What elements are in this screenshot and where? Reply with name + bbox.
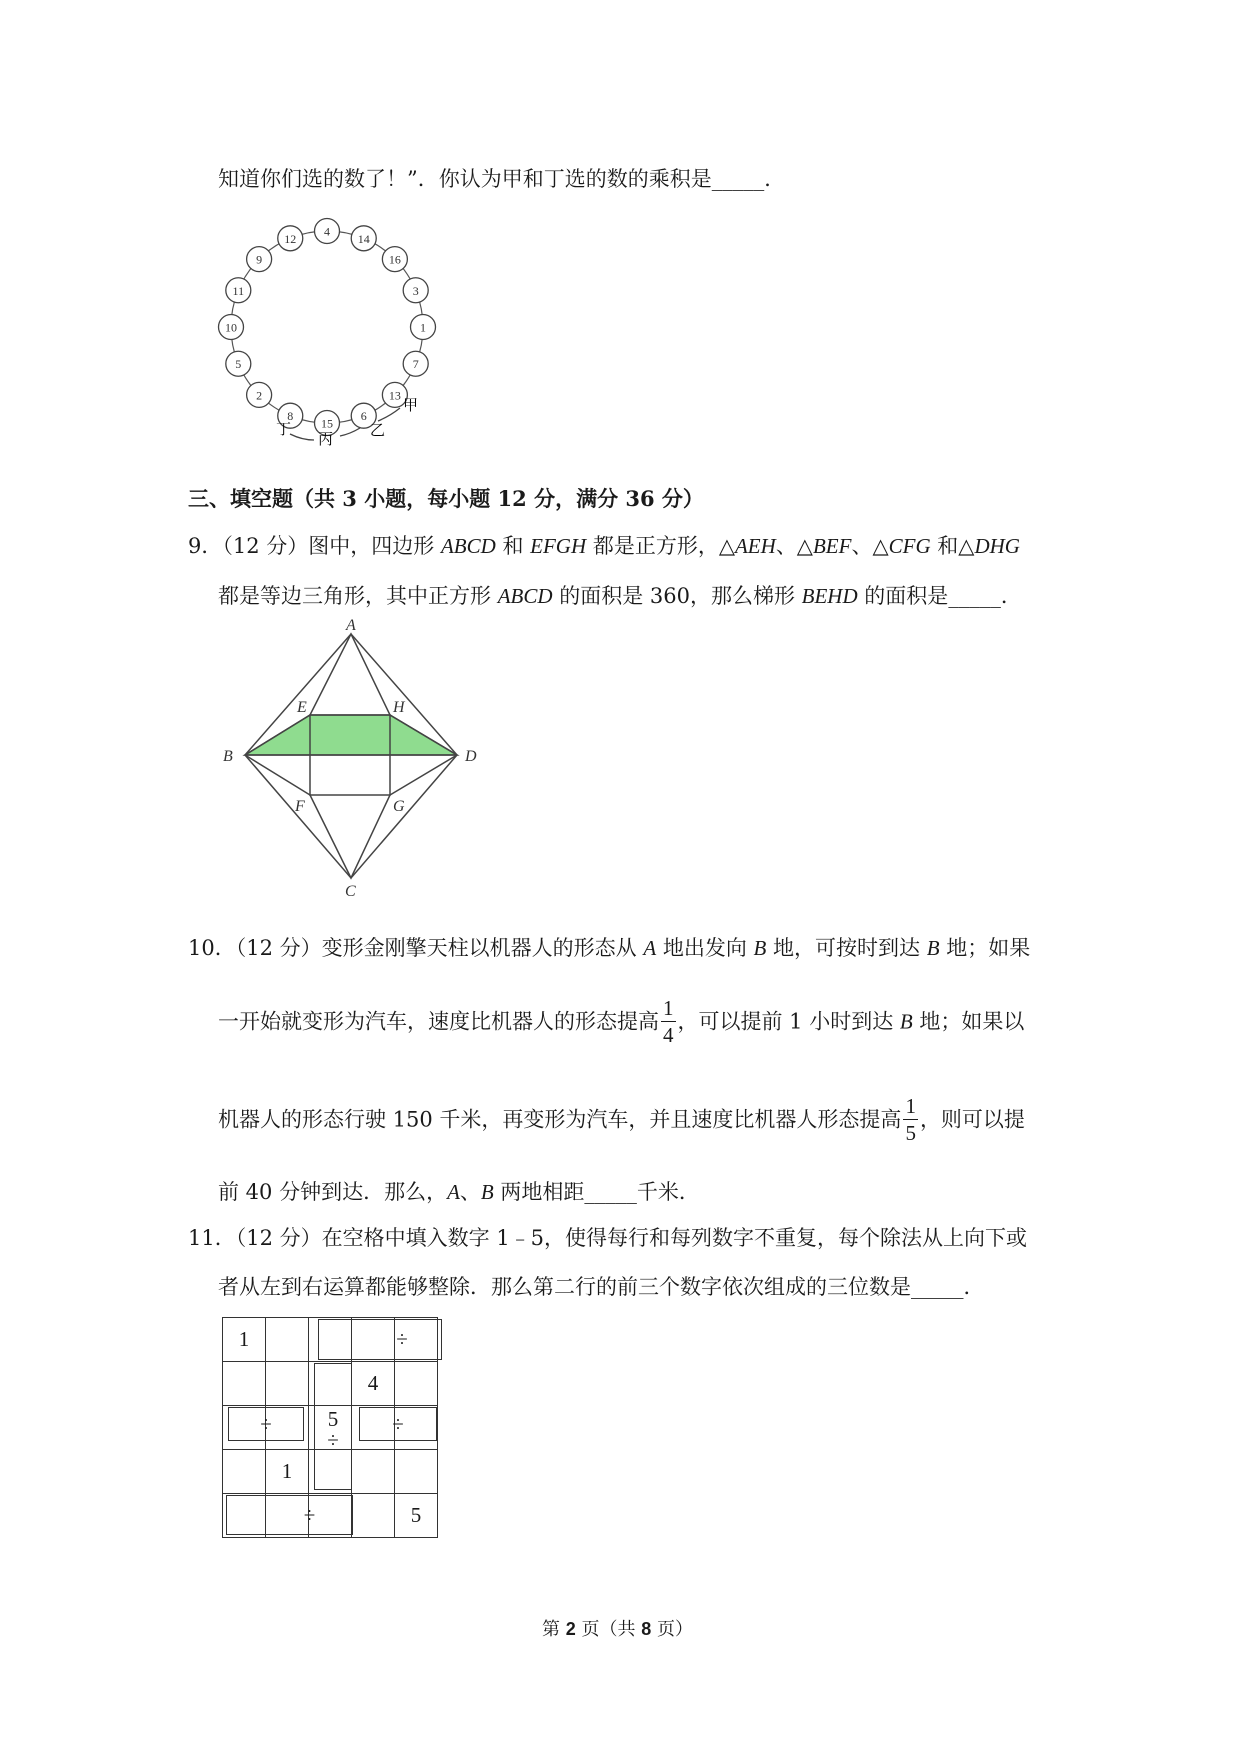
q9-text: 都是正方形，△ (586, 534, 735, 558)
footer-text: 页） (651, 1619, 693, 1640)
ring-bead-number: 16 (388, 252, 401, 267)
q9-text: 的面积是 360，那么梯形 (552, 584, 802, 608)
ring-bead-number: 5 (235, 357, 242, 372)
ring-bead-number: 14 (357, 231, 370, 246)
label-jia: 甲 (403, 398, 419, 414)
point-g: G (393, 798, 405, 815)
footer-total-pages: 8 (641, 1619, 652, 1639)
ring-bead-number: 9 (256, 252, 263, 267)
q10-line4 (218, 1176, 700, 1206)
q10-fraction-1 (661, 998, 676, 1046)
q10-a: A (447, 1180, 460, 1204)
div-box-r1-c3c4 (318, 1319, 442, 1360)
q10-text: 地，可按时到达 (766, 936, 927, 960)
point-h: H (393, 699, 405, 716)
div-box-r5-c1c3 (226, 1495, 353, 1535)
division-sign: ÷ (260, 1411, 272, 1436)
grid-cell[interactable] (266, 1318, 309, 1362)
section3-title: 三、填空题（共 3 小题，每小题 12 分，满分 36 分） (188, 486, 704, 511)
q10-b: B (480, 1180, 494, 1204)
q11-text: 在空格中填入数字 1﹣5，使得每行和每列数字不重复，每个除法从上向下或 (321, 1226, 1028, 1250)
grid-cell[interactable] (395, 1362, 438, 1406)
q10-score: （12 分） (235, 936, 322, 960)
label-bing: 丙 (318, 432, 334, 448)
q11-blank: _____ (911, 1275, 964, 1299)
ring-bead-number: 2 (256, 388, 263, 403)
q8-end: ． (764, 167, 786, 191)
q9-efgh: EFGH (530, 534, 587, 558)
grid-cell[interactable] (395, 1450, 438, 1494)
q9-cfg: CFG (888, 534, 931, 558)
grid-cell[interactable]: 1 (266, 1450, 309, 1494)
q9-aeh: AEH (734, 534, 776, 558)
point-f: F (295, 798, 305, 815)
q9-text: 、△ (775, 534, 813, 558)
ring-bead-number: 8 (287, 409, 294, 424)
ring-bead-number: 1 (420, 320, 426, 335)
ring-bead-number: 10 (225, 320, 237, 335)
q10-line2 (218, 998, 1024, 1046)
ring-bead-number: 11 (232, 283, 245, 298)
square-abcd (245, 634, 457, 878)
q10-text: 地出发向 (656, 936, 754, 960)
grid-cell[interactable] (223, 1450, 266, 1494)
ring-bead-number: 3 (412, 283, 419, 298)
footer-text: 第 (542, 1619, 566, 1640)
q11-score: （12 分） (235, 1226, 322, 1250)
point-a: A (346, 618, 356, 634)
q10-text: 、 (459, 1180, 481, 1204)
footer-page-number: 2 (565, 1619, 576, 1639)
q10-text: ，则可以提 (919, 1107, 1025, 1132)
q10-text: 前 40 分钟到达．那么， (218, 1180, 448, 1204)
grid-cell[interactable]: 5 (395, 1494, 438, 1538)
q10-b: B (753, 936, 767, 960)
division-sign: ÷ (327, 1427, 339, 1452)
q8-blank: _____ (711, 167, 765, 191)
fraction-numerator: 1 (663, 996, 674, 1020)
q9-text: 和△ (930, 534, 975, 558)
q9-text: 都是等边三角形，其中正方形 (218, 584, 498, 608)
ring-bead-number: 13 (388, 388, 401, 403)
q9-score: （12 分） (222, 534, 309, 558)
grid-cell[interactable] (352, 1450, 395, 1494)
q9-end: ． (1000, 584, 1022, 608)
page-footer (542, 1615, 693, 1641)
grid-cell[interactable] (352, 1494, 395, 1538)
div-box-r3-c4c5 (359, 1407, 437, 1441)
point-e: E (297, 699, 307, 716)
q9-abcd: ABCD (497, 584, 553, 608)
q9-text: 的面积是 (857, 584, 949, 608)
q11-number: 11． (188, 1226, 236, 1250)
fraction-denominator: 5 (905, 1121, 916, 1145)
grid-cell[interactable] (223, 1362, 266, 1406)
q10-text: 一开始就变形为汽车，速度比机器人的形态提高 (218, 1009, 659, 1034)
q11-line1 (188, 1222, 1027, 1252)
fraction-denominator: 4 (663, 1023, 674, 1047)
grid-cell[interactable]: 1 (223, 1318, 266, 1362)
q10-b: B (899, 1009, 913, 1034)
division-sign: ÷ (396, 1327, 408, 1351)
q10-b: B (926, 936, 940, 960)
div-box-r2r4-c3 (314, 1363, 352, 1490)
q9-text: 图中，四边形 (308, 534, 441, 558)
division-sign: ÷ (303, 1502, 316, 1527)
q10-a: A (643, 936, 657, 960)
q10-text: 两地相距 (493, 1180, 585, 1204)
ring-bead-number: 12 (284, 231, 297, 246)
q10-line1 (188, 932, 1030, 962)
ring-bead-number: 6 (360, 409, 367, 424)
label-yi: 乙 (370, 423, 386, 439)
q10-text: 地；如果以 (912, 1009, 1025, 1034)
q11-text: 者从左到右运算都能够整除．那么第二行的前三个数字依次组成的三位数是 (218, 1275, 911, 1299)
q10-text: 变形金刚擎天柱以机器人的形态从 (321, 936, 644, 960)
q9-line2 (218, 580, 1022, 610)
fraction-numerator: 1 (905, 1094, 916, 1118)
q10-number: 10． (188, 936, 236, 960)
q9-text: 和 (495, 534, 531, 558)
ring-bead-number: 7 (412, 357, 419, 372)
division-sign: ÷ (392, 1411, 404, 1436)
point-d: D (465, 748, 477, 765)
q9-blank: _____ (948, 584, 1001, 608)
ring-bead-number: 15 (321, 416, 333, 431)
q8-ring-figure (210, 210, 450, 450)
label-ding: 丁 (276, 422, 292, 438)
q10-fraction-2 (903, 1096, 918, 1144)
grid-cell[interactable]: 4 (352, 1362, 395, 1406)
q10-blank: _____ (584, 1180, 637, 1204)
q11-end: ． (963, 1275, 985, 1299)
q10-text: ，可以提前 1 小时到达 (677, 1009, 900, 1034)
q8-tail-line (218, 163, 785, 193)
q10-line3 (218, 1096, 1025, 1144)
q9-dhg: DHG (974, 534, 1020, 558)
q9-behd: BEHD (801, 584, 858, 608)
q11-line2 (218, 1271, 985, 1301)
q9-bef: BEF (812, 534, 852, 558)
point-c: C (345, 883, 356, 898)
q9-square-figure (215, 618, 485, 898)
footer-text: 页（共 (575, 1619, 642, 1640)
grid-vertical-value: 5 (327, 1406, 339, 1431)
grid-cell[interactable] (266, 1362, 309, 1406)
q9-number: 9． (188, 534, 223, 558)
q10-text: 机器人的形态行驶 150 千米，再变形为汽车，并且速度比机器人形态提高 (218, 1107, 902, 1132)
q9-text: 、△ (851, 534, 889, 558)
div-box-r3-c1c2 (228, 1407, 304, 1441)
q8-tail-text: 知道你们选的数了！”．你认为甲和丁选的数的乘积是 (218, 167, 712, 191)
triangle-aeh (310, 634, 390, 715)
triangle-cfg (310, 795, 390, 878)
q10-text: 千米． (636, 1180, 700, 1204)
q10-text: 地；如果 (939, 936, 1031, 960)
q9-abcd: ABCD (440, 534, 496, 558)
ring-bead-number: 4 (324, 224, 330, 239)
q9-line1 (188, 530, 1020, 560)
point-b: B (223, 748, 233, 765)
